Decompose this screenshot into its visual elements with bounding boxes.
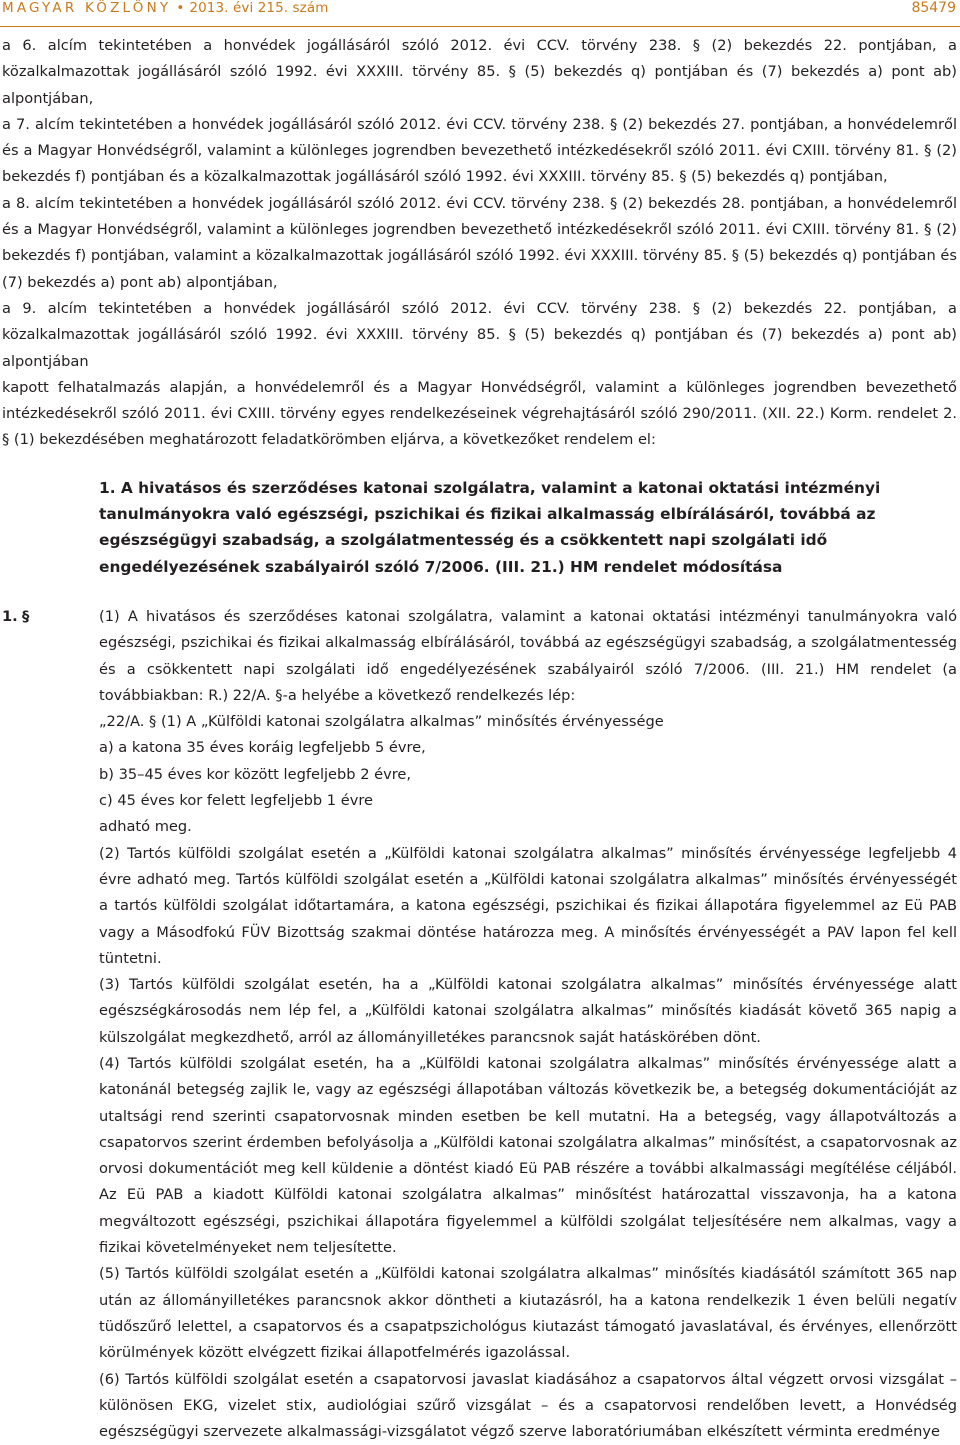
intro-paragraph: kapott felhatalmazás alapján, a honvédelemről és a Magyar Honvédségről, valamint a különleges jogrendben bevezethető intézkedésekről szóló 2011. évi CXIII. törvény egyes rendelkezéseinek végrehajtásáról szóló 290/2011. (XII. 22.) Korm. rendelet 2. § (1) bekezdésében meghatározott feladatkörömben eljárva, a következőket rendelem el:: [2, 378, 957, 449]
header-separator: •: [176, 0, 185, 16]
section-paragraph: (6) Tartós külföldi szolgálat esetén a csapatorvosi javaslat kiadásához a csapatorvos által végzett orvosi vizsgálat – különösen EKG, vizelet stix, audiológiai szűrő vizsgálat – és a csapatorvosi rendelőben levett, a Honvédség egészségügyi szervezete alkalmassági-vizsgálatot végző szerve laboratóriumában elkészített vérminta eredménye: [99, 1370, 957, 1441]
section-paragraph: (2) Tartós külföldi szolgálat esetén a „Külföldi katonai szolgálatra alkalmas” minősítés érvényessége legfeljebb 4 évre adható meg. Tartós külföldi szolgálat esetén a „Külföldi katonai szolgálatra alkalmas” minősítés érvényességét a tartós külföldi szolgálat időtartamára, a katona egészségi, pszichikai és fizikai állapotára figyelemmel az Eü PAB vagy a Másodfokú FÜV Bizottság szakmai döntése határozza meg. A minősítés érvényességét a PAV lapon fel kell tüntetni.: [99, 844, 957, 967]
list-item: b) 35–45 éves kor között legfeljebb 2 évre,: [99, 765, 412, 783]
section-paragraph: (3) Tartós külföldi szolgálat esetén, ha a „Külföldi katonai szolgálatra alkalmas” minősítés érvényessége alatt egészségkárosodás nem lép fel, a „Külföldi katonai szolgálatra alkalmas” minősítés kiadását követő 365 napig a külszolgálat megkezdhető, arról az állományilletékes parancsnok saját hatáskörében dönt.: [99, 976, 957, 1046]
section-paragraph: adható meg.: [99, 818, 192, 836]
section-paragraph: (5) Tartós külföldi szolgálat esetén a „Külföldi katonai szolgálatra alkalmas” minősítés kiadásától számított 365 nap után az állományilletékes parancsnok akkor döntheti a kiutazásról, ha a katona rendelkezik 1 éven belüli negatív tüdőszűrő lelettel, a csapatorvos és a csapatpszichológus kiutazást támogató javaslatával, és érvényes, ellenőrzött körülmények között elvégzett fizikai állapotfelmérés igazolással.: [99, 1265, 957, 1362]
section-paragraph: (1) A hivatásos és szerződéses katonai szolgálatra, valamint a katonai oktatási intézményi tanulmányokra való egészségi, pszichikai és fizikai alkalmasság elbírálásáról, továbbá az egészségügyi szabadság, a szolgálatmentesség és a csökkentett napi szolgálati idő engedélyezésének szabályairól szóló 7/2006. (III. 21.) HM rendelet (a továbbiakban: R.) 22/A. §-a helyébe a következő rendelkezés lép:: [99, 607, 957, 704]
list-item: a) a katona 35 éves koráig legfeljebb 5 évre,: [99, 739, 426, 757]
intro-paragraph: a 8. alcím tekintetében a honvédek jogállásáról szóló 2012. évi CCV. törvény 238. § (2) bekezdés 28. pontjában, a honvédelemről és a Magyar Honvédségről, valamint a különleges jogrendben bevezethető intézkedésekről szóló 2011. évi CXIII. törvény 81. § (2) bekezdés f) pontjában, valamint a közalkalmazottak jogállásáról szóló 1992. évi XXXIII. törvény 85. § (5) bekezdés q) pontjában és (7) bekezdés a) pont ab) alpontjában,: [2, 194, 957, 291]
intro-paragraph: a 6. alcím tekintetében a honvédek jogállásáról szóló 2012. évi CCV. törvény 238. § (2) bekezdés 22. pontjában, a közalkalmazottak jogállásáról szóló 1992. évi XXXIII. törvény 85. § (5) bekezdés q) pontjában és (7) bekezdés a) pont ab) alpontjában,: [2, 37, 957, 107]
section-paragraph: (4) Tartós külföldi szolgálat esetén, ha a „Külföldi katonai szolgálatra alkalmas” minősítés érvényessége alatt a katonánál betegség zajlik le, vagy az egészségi állapotában változás következik be, a betegség dokumentációját az utaltsági rend szerinti csapatorvosnak minden esetben be kell mutatni. Ha a betegség, vagy állapotváltozás a csapatorvos szerint érdemben befolyásolja a „Külföldi katonai szolgálatra alkalmas” minősítést, a csapatorvosnak az orvosi dokumentációt meg kell küldenie a döntést kiadó Eü PAB részére a további alkalmassági megítélése céljából. Az Eü PAB a kiadott Külföldi katonai szolgálatra alkalmas” minősítést határozattal visszavonja, ha a katona megváltozott egészségi, pszichikai állapotára figyelemmel a külföldi szolgálat teljesítésére nem alkalmas, vagy a fizikai követelményeket nem teljesítette.: [99, 1054, 957, 1257]
section-symbol: §: [22, 607, 30, 625]
header-publication-info: [2, 0, 329, 16]
list-item: c) 45 éves kor felett legfeljebb 1 évre: [99, 792, 373, 810]
publication-title: MAGYAR KÖZLÖNY: [2, 0, 172, 16]
page-number: 85479: [911, 0, 956, 16]
section-body: [99, 604, 957, 1445]
page-header: [0, 0, 960, 22]
header-rule: [0, 26, 960, 27]
intro-paragraph: a 7. alcím tekintetében a honvédek jogállásáról szóló 2012. évi CCV. törvény 238. § (2) bekezdés 27. pontjában, a honvédelemről és a Magyar Honvédségről, valamint a különleges jogrendben bevezethető intézkedésekről szóló 2011. évi CXIII. törvény 81. § (2) bekezdés f) pontjában és a közalkalmazottak jogállásáról szóló 1992. évi XXXIII. törvény 85. § (5) bekezdés q) pontjában,: [2, 115, 957, 186]
page-content: [2, 33, 957, 1445]
intro-paragraph: a 9. alcím tekintetében a honvédek jogállásáról szóló 2012. évi CCV. törvény 238. § (2) bekezdés 22. pontjában, a közalkalmazottak jogállásáról szóló 1992. évi XXXIII. törvény 85. § (5) bekezdés q) pontjában és (7) bekezdés a) pont ab) alpontjában: [2, 299, 957, 370]
section-paragraph: „22/A. § (1) A „Külföldi katonai szolgálatra alkalmas” minősítés érvényessége: [99, 713, 664, 731]
issue-label: 2013. évi 215. szám: [189, 0, 329, 16]
section-1: [2, 604, 957, 1445]
section-title: 1. A hivatásos és szerződéses katonai szolgálatra, valamint a katonai oktatási intézményi tanulmányokra való egészségi, pszichikai és fizikai alkalmasság elbírálásáról, továbbá az egészségügyi szabadság, a szolgálatmentesség és a csökkentett napi szolgálati idő engedélyezésének szabályairól szóló 7/2006. (III. 21.) HM rendelet módosítása: [99, 478, 881, 576]
section-number: 1.: [2, 607, 18, 625]
